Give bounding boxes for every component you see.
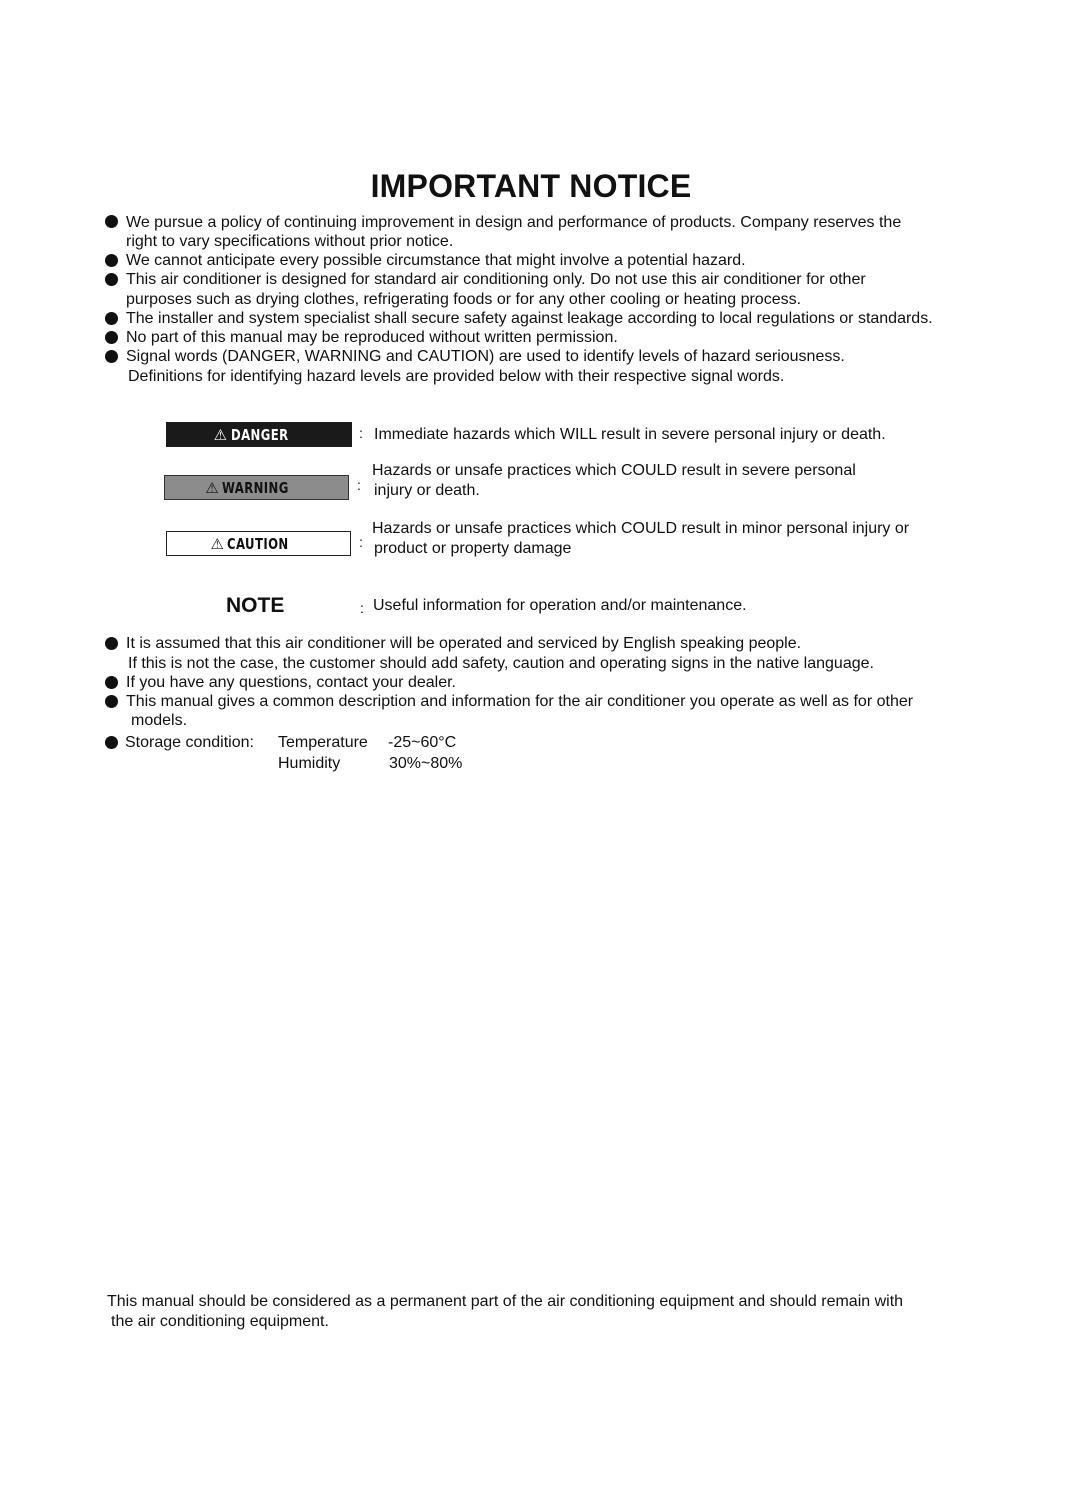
list-item-text: The installer and system specialist shall secure safety against leakage according to local regulations or standards.	[126, 310, 933, 327]
list-item-text: This manual gives a common description and information for the air conditioner you operate as well as for other	[126, 693, 914, 710]
list-item-text: right to vary specifications without prior notice.	[126, 233, 454, 250]
warning-triangle-icon: ⚠	[205, 478, 220, 497]
bullet-icon	[105, 331, 118, 344]
list-item-text: If you have any questions, contact your dealer.	[126, 674, 456, 691]
warning-label: WARNING	[222, 478, 289, 497]
bullet-icon	[105, 695, 118, 708]
caution-label: CAUTION	[227, 534, 290, 553]
list-item-text: This air conditioner is designed for standard air conditioning only. Do not use this air conditioner for other	[126, 271, 866, 288]
note-label: NOTE	[226, 594, 285, 617]
humidity-value: 30%~80%	[389, 755, 463, 772]
temperature-label: Temperature	[278, 734, 368, 751]
list-item-text: models.	[131, 712, 188, 729]
warning-colon: :	[357, 477, 361, 493]
list-item-text: If this is not the case, the customer should add safety, caution and operating signs in the native language.	[128, 655, 874, 672]
danger-label-box	[166, 422, 352, 447]
humidity-label: Humidity	[278, 755, 341, 772]
footer-line: This manual should be considered as a permanent part of the air conditioning equipment and should remain with	[107, 1293, 904, 1310]
list-item-text: No part of this manual may be reproduced without written permission.	[126, 329, 618, 346]
list-item-text: It is assumed that this air conditioner will be operated and serviced by English speaking people.	[126, 635, 802, 652]
bullet-icon	[105, 350, 118, 363]
bullet-icon	[105, 736, 118, 749]
caution-colon: :	[359, 534, 363, 550]
danger-colon: :	[359, 425, 363, 441]
storage-condition-label: Storage condition:	[125, 734, 254, 751]
bullet-icon	[105, 676, 118, 689]
danger-definition: Immediate hazards which WILL result in severe personal injury or death.	[374, 426, 886, 443]
bullet-icon	[105, 312, 118, 325]
caution-label-box	[166, 531, 351, 556]
note-colon: :	[360, 600, 364, 616]
warning-definition: Hazards or unsafe practices which COULD result in severe personal	[372, 462, 856, 479]
list-item-text: purposes such as drying clothes, refrigerating foods or for any other cooling or heating process.	[126, 291, 802, 308]
warning-label-box	[164, 475, 349, 500]
page-title: IMPORTANT NOTICE	[370, 168, 692, 204]
bullet-icon	[105, 215, 118, 228]
bullet-icon	[105, 254, 118, 267]
bullet-icon	[105, 273, 118, 286]
bullet-icon	[105, 637, 118, 650]
warning-definition: injury or death.	[374, 482, 480, 499]
note-definition: Useful information for operation and/or maintenance.	[373, 597, 747, 614]
list-item-text: We pursue a policy of continuing improvement in design and performance of products. Company reserves the	[126, 214, 902, 231]
caution-definition: product or property damage	[374, 540, 572, 557]
warning-triangle-icon: ⚠	[213, 425, 228, 444]
list-item-text: Signal words (DANGER, WARNING and CAUTION) are used to identify levels of hazard seriousness.	[126, 348, 845, 365]
list-item-text: Definitions for identifying hazard levels are provided below with their respective signal words.	[128, 368, 785, 385]
danger-label: DANGER	[230, 425, 289, 444]
list-item-text: We cannot anticipate every possible circumstance that might involve a potential hazard.	[126, 252, 746, 269]
caution-definition: Hazards or unsafe practices which COULD result in minor personal injury or	[372, 520, 910, 537]
footer-line: the air conditioning equipment.	[111, 1313, 329, 1330]
temperature-value: -25~60°C	[388, 734, 457, 751]
warning-triangle-icon: ⚠	[210, 534, 225, 553]
